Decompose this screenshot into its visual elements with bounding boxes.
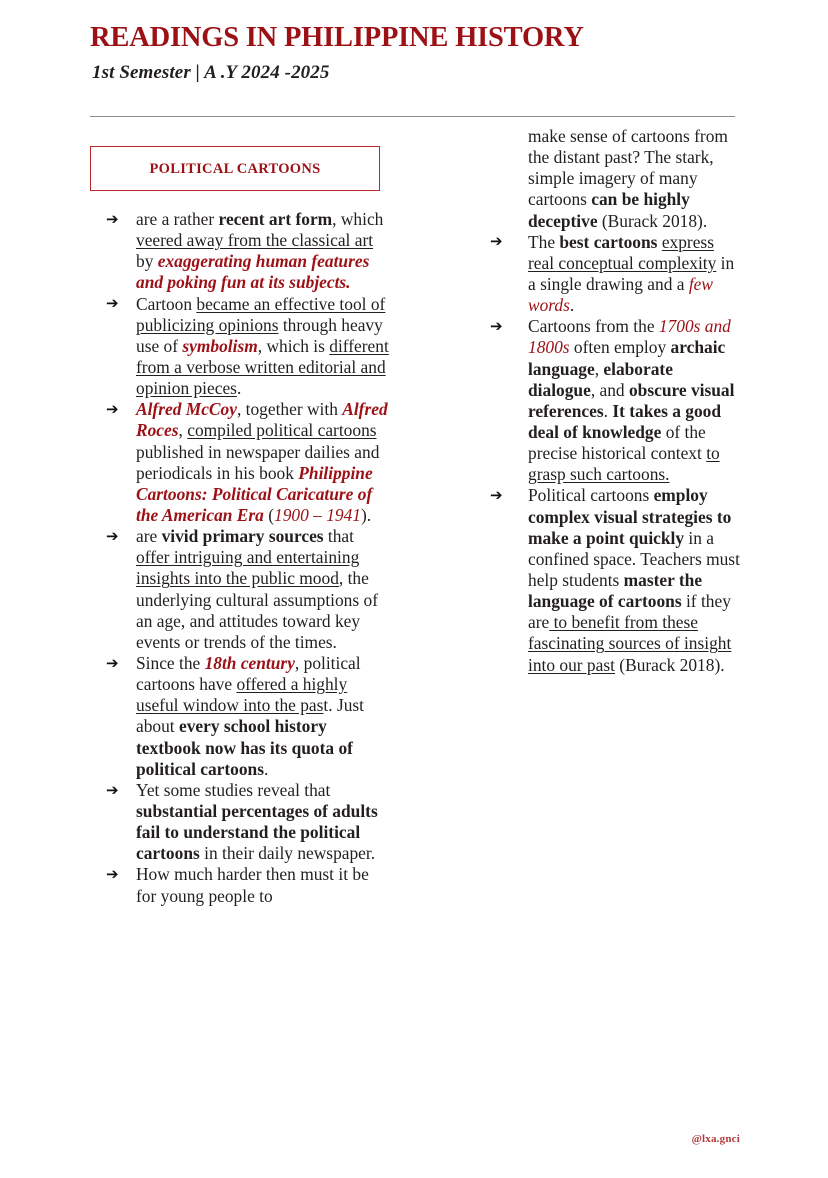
watermark-handle: @lxa.gnci	[691, 1133, 740, 1145]
text-run: veered away from the classical art	[136, 230, 374, 251]
page-title: READINGS IN PHILIPPINE HISTORY	[90, 22, 584, 53]
text-run: recent art form	[218, 209, 333, 229]
text-run: Since the	[136, 652, 205, 673]
text-run: The	[528, 231, 560, 252]
text-run: few words	[528, 273, 713, 316]
bullet-18th-century	[90, 653, 390, 780]
text-run: ,	[594, 358, 604, 379]
text-run: , the underlying cultural assumptions of an age, and attitudes toward key events or trends of the times.	[136, 568, 378, 652]
section-heading-box	[90, 146, 380, 191]
text-run: obscure visual references	[528, 379, 735, 421]
document-header	[90, 22, 736, 84]
text-run: (Burack 2018).	[597, 210, 708, 231]
text-run: .	[603, 400, 613, 421]
text-run: Alfred Roces	[136, 399, 388, 441]
right-column	[478, 126, 740, 676]
text-run: t. Just about	[136, 695, 365, 737]
text-run: Cartoons from the	[528, 316, 659, 337]
text-run: that	[323, 526, 354, 547]
bullet-complex-visual-strategies	[478, 485, 740, 675]
text-run: 18th century	[204, 652, 295, 673]
text-run: master the language of cartoons	[528, 569, 703, 612]
text-run: 1900 – 1941	[274, 504, 361, 525]
text-run: are a rather	[136, 209, 219, 229]
arrow-bullet-icon: ➔	[106, 526, 119, 545]
arrow-bullet-icon: ➔	[490, 232, 503, 251]
text-run: .	[264, 758, 269, 779]
text-run: Philippine Cartoons: Political Caricature of the American Era	[136, 462, 373, 525]
bullet-vivid-primary-sources	[90, 526, 390, 653]
arrow-bullet-icon: ➔	[490, 486, 503, 505]
right-column-bullet-list	[478, 232, 740, 676]
arrow-bullet-icon: ➔	[106, 294, 119, 313]
text-run: , which	[332, 209, 384, 229]
text-run: employ complex visual strategies to make a point quickly	[528, 485, 732, 548]
text-run: different from a verbose written editorial and opinion pieces	[136, 335, 389, 399]
text-run: .	[236, 378, 242, 399]
bullet-studies-reveal	[90, 780, 390, 865]
text-run: Cartoon	[136, 293, 197, 314]
text-run: became an effective tool of publicizing opinions	[136, 293, 386, 335]
left-column	[90, 126, 390, 907]
text-run: , political cartoons have	[136, 652, 361, 695]
text-run: Political cartoons	[528, 485, 654, 506]
bullet-best-cartoons	[478, 232, 740, 317]
text-run: (Burack 2018).	[614, 654, 725, 675]
text-run: symbolism	[182, 335, 258, 356]
text-run: every school history textbook now has its quota of political cartoons	[136, 716, 353, 779]
text-run: if they are	[528, 591, 731, 633]
text-run: published in newspaper dailies and periodicals in his book	[136, 441, 380, 483]
text-run: ,	[178, 420, 188, 441]
text-run: It takes a good deal of knowledge	[528, 400, 722, 442]
bullet-alfred-mccoy	[90, 399, 390, 526]
text-run: (	[263, 504, 275, 525]
text-run: often employ	[569, 337, 671, 358]
text-run: How much harder then must it be for young people to	[136, 864, 369, 906]
text-run: express real conceptual complexity	[528, 231, 717, 273]
text-run: to grasp such cartoons.	[528, 443, 720, 485]
section-heading-label: POLITICAL CARTOONS	[149, 161, 321, 177]
text-run: vivid primary sources	[161, 526, 324, 547]
text-run: can be highly deceptive	[528, 189, 690, 231]
text-run: in a confined space. Teachers must help students	[528, 527, 740, 590]
text-run: in a single drawing and a	[528, 252, 735, 294]
text-run: exaggerating human features and poking fun at its subjects.	[136, 251, 370, 293]
arrow-bullet-icon: ➔	[106, 400, 119, 419]
text-run: archaic language	[528, 337, 726, 379]
bullet-1700s-1800s	[478, 316, 740, 485]
page-subtitle: 1st Semester | A .Y 2024 -2025	[92, 61, 330, 83]
bullet-recent-art-form	[90, 209, 390, 294]
continuation-make-sense	[478, 126, 740, 232]
arrow-bullet-icon: ➔	[106, 780, 119, 799]
text-run: best cartoons	[559, 231, 658, 252]
text-run: , together with	[236, 399, 343, 420]
text-run: offered a highly useful window into the pas	[136, 674, 348, 716]
left-column-bullet-list	[90, 209, 390, 907]
bullet-how-much-harder	[90, 864, 390, 906]
text-run: 1700s and 1800s	[528, 316, 731, 358]
arrow-bullet-icon: ➔	[490, 317, 503, 336]
arrow-bullet-icon: ➔	[106, 653, 119, 672]
text-run: Yet some studies reveal that	[136, 779, 331, 800]
text-run: are	[136, 526, 162, 547]
text-run: in their daily newspaper.	[199, 843, 376, 864]
text-run: by	[136, 251, 158, 272]
text-run: of the precise historical context	[528, 421, 707, 464]
text-run: Alfred McCoy	[136, 399, 237, 420]
text-run: through heavy use of	[136, 314, 383, 356]
bullet-effective-tool	[90, 294, 390, 400]
text-run: offer intriguing and entertaining insights into the public mood	[136, 547, 360, 589]
text-run: to benefit from these fascinating sources of insight into our past	[528, 612, 732, 675]
header-divider	[90, 116, 735, 117]
text-run: , and	[590, 379, 629, 400]
text-run: elaborate dialogue	[528, 358, 673, 400]
text-run: , which is	[257, 335, 330, 356]
arrow-bullet-icon: ➔	[106, 209, 119, 228]
text-run: make sense of cartoons from the distant past? The stark, simple imagery of many cartoons	[528, 126, 728, 210]
text-run: substantial percentages of adults fail to understand the political cartoons	[136, 800, 378, 864]
text-run: compiled political cartoons	[187, 420, 377, 441]
arrow-bullet-icon: ➔	[106, 865, 119, 884]
text-run: ).	[360, 504, 372, 525]
text-run: .	[569, 295, 575, 316]
